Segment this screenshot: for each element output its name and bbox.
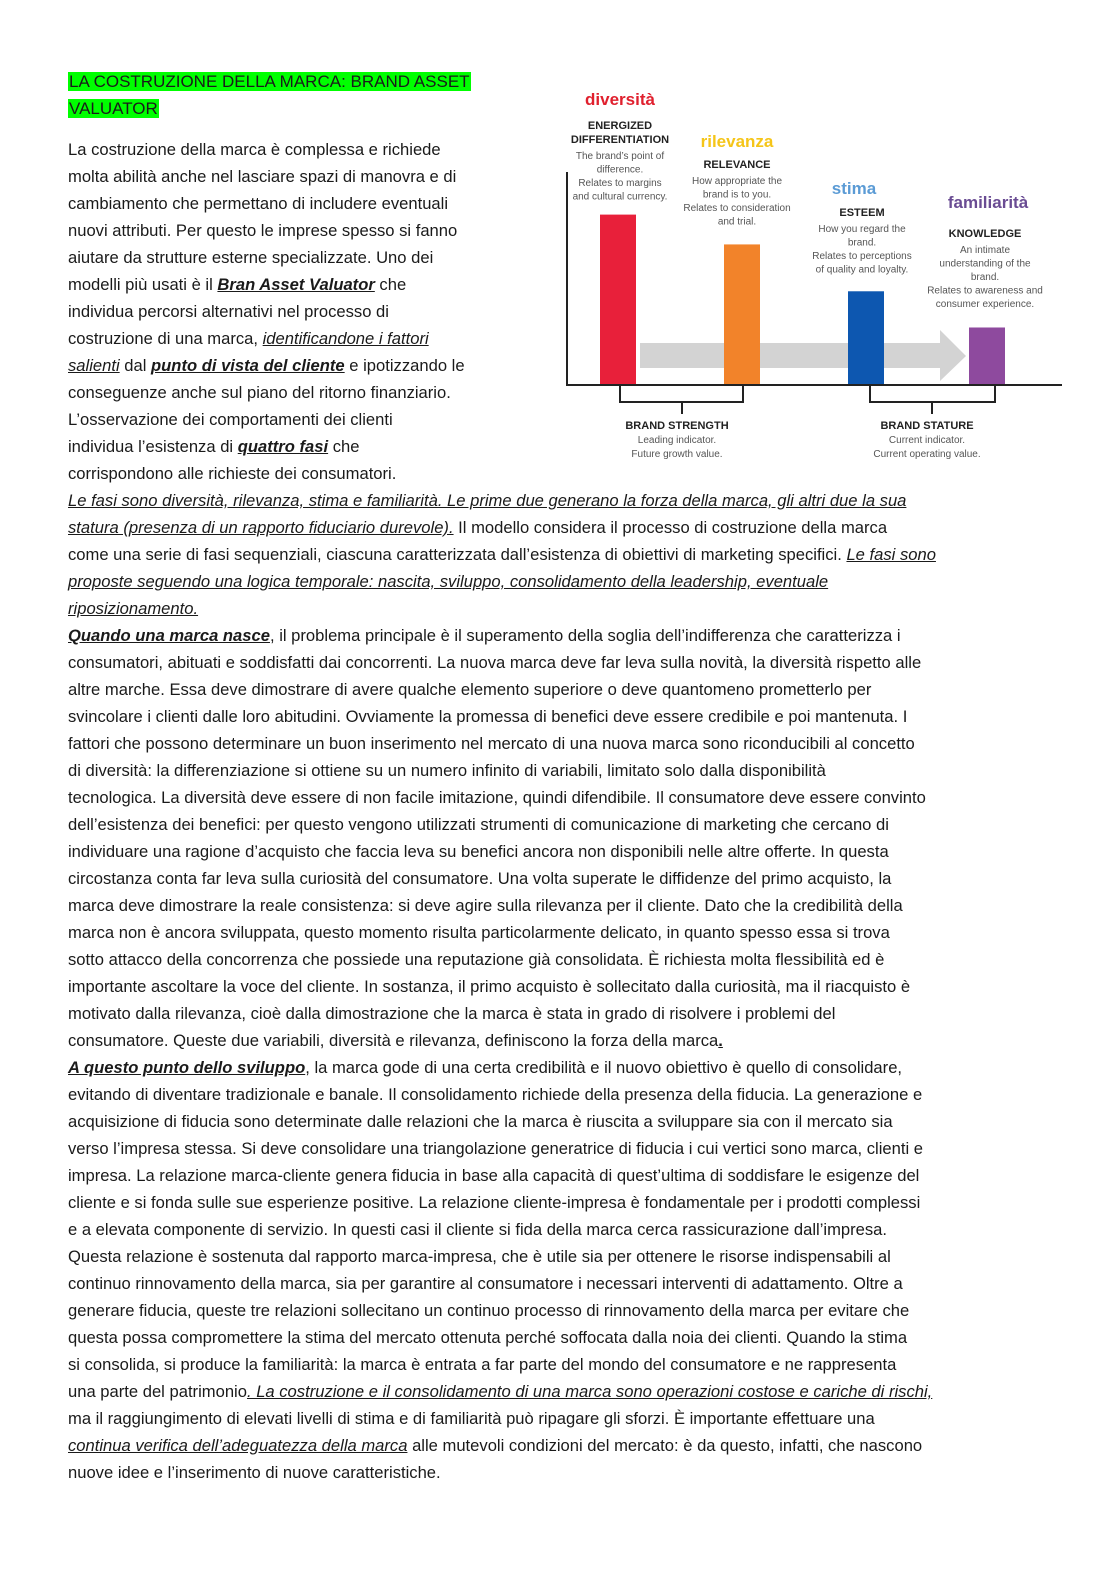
phase-description: Relates to awareness and	[927, 285, 1043, 297]
text-line	[68, 622, 901, 649]
text-run: circostanza conta far leva sulla curiosità del consumatore. Una volta superate le diffidenze del primo acquisto, la	[68, 869, 892, 888]
text-run: conseguenze anche sul piano del ritorno finanziario.	[68, 383, 451, 402]
text-run: cliente e si fonda sulle sue esperienze positive. La relazione cliente-impresa è fondamentale per i prodotti complessi	[68, 1193, 921, 1212]
phase-label-it: rilevanza	[700, 132, 774, 151]
text-line	[68, 973, 910, 1000]
emphasis-run: Le fasi sono	[846, 545, 936, 564]
text-line	[68, 676, 871, 703]
text-run: cambiamento che permettano di includere eventuali	[68, 194, 449, 213]
emphasis-run: Quando una marca nasce	[68, 626, 270, 645]
phase-heading: KNOWLEDGE	[948, 228, 1022, 240]
phase-description: difference.	[596, 164, 644, 176]
text-run: e ipotizzando le	[344, 356, 465, 375]
text-run: una parte del patrimonio	[68, 1382, 247, 1401]
group-bracket	[870, 386, 995, 402]
text-run: nuove idee e l’inserimento di nuove caratteristiche.	[68, 1463, 441, 1482]
phase-label-it: diversità	[585, 90, 655, 109]
text-run: Questa relazione è sostenuta dal rapporto marca-impresa, che è utile sia per ottenere le risorse indispensabili al	[68, 1247, 891, 1266]
text-line	[68, 838, 889, 865]
emphasis-run: continua verifica dell’adeguatezza della marca	[68, 1436, 408, 1455]
text-run: dell’esistenza dei benefici: per questo vengono utilizzati strumenti di comunicazione di marketing che cercano di	[68, 815, 889, 834]
text-run: marca deve dimostrare la reale consistenza: si deve agire sulla rilevanza per il cliente. Dato che la credibilità della	[68, 896, 903, 915]
group-description: Leading indicator.	[637, 435, 717, 446]
text-run: costruzione di una marca,	[68, 329, 263, 348]
text-line	[68, 1432, 922, 1459]
phase-label-it: stima	[831, 179, 877, 198]
text-run: generare fiducia, queste tre relazioni sollecitano un continuo processo di rinnovamento della marca per evitare che	[68, 1301, 910, 1320]
group-description: Current indicator.	[888, 435, 966, 446]
text-run: aiutare da strutture esterne specializzate. Uno dei	[68, 248, 434, 267]
text-run: nuovi attributi. Per questo le imprese spesso si fanno	[68, 221, 458, 240]
phase-description: Relates to consideration	[683, 203, 791, 214]
text-run: acquisizione di fiducia sono determinate dalle relazioni che la marca è riuscita a sviluppare sia con il mercato sia	[68, 1112, 893, 1131]
text-run: consumatore. Queste due variabili, diversità e rilevanza, definiscono la forza della marca	[68, 1031, 719, 1050]
phase-description: brand.	[970, 272, 1000, 283]
phase-description: consumer experience.	[935, 299, 1035, 310]
text-run: come una serie di fasi sequenziali, ciascuna caratterizzata dall’esistenza di obiettivi di marketing specifici.	[68, 545, 847, 564]
emphasis-run: . La costruzione e il consolidamento di una marca sono operazioni costose e cariche di rischi,	[246, 1382, 933, 1401]
text-run: e a elevata componente di servizio. In questi casi il cliente si fida della marca cerca rassicurazione dall’impresa.	[68, 1220, 888, 1239]
text-line	[68, 1459, 441, 1486]
text-line	[68, 1351, 896, 1378]
brand-asset-valuator-diagram	[0, 0, 1116, 480]
text-line	[68, 784, 926, 811]
text-line	[68, 1405, 875, 1432]
text-line	[68, 1189, 920, 1216]
phase-heading: DIFFERENTIATION	[570, 134, 670, 146]
text-line	[68, 1216, 887, 1243]
text-line	[68, 757, 826, 784]
text-line	[68, 1054, 902, 1081]
text-run: corrispondono alle richieste dei consumatori.	[68, 464, 397, 483]
phase-heading: ENERGIZED	[587, 120, 653, 132]
text-run: continuo rinnovamento della marca, sia per garantire al consumatore i necessari interventi di adattamento. Oltre a	[68, 1274, 903, 1293]
page-title: LA COSTRUZIONE DELLA MARCA: BRAND ASSET VALUATOR	[69, 72, 470, 118]
text-line	[68, 1324, 907, 1351]
text-line	[68, 1081, 922, 1108]
text-line	[68, 568, 828, 595]
text-run: di diversità: la differenziazione si ottiene su un numero infinito di variabili, limitato solo dalla disponibilità	[68, 761, 826, 780]
group-description: Future growth value.	[631, 449, 723, 460]
phase-description: An intimate	[959, 245, 1011, 256]
text-line	[68, 1162, 919, 1189]
emphasis-run: Bran Asset Valuator	[217, 275, 375, 294]
bar-2	[848, 291, 884, 385]
text-run: , la marca gode di una certa credibilità e il nuovo obiettivo è quello di consolidare,	[305, 1058, 903, 1077]
emphasis-run: quattro fasi	[237, 437, 329, 456]
text-run: motivato dalla rilevanza, cioè dalla dimostrazione che la marca è stata in grado di risolvere i problemi del	[68, 1004, 836, 1023]
text-line	[68, 649, 921, 676]
text-line	[68, 946, 884, 973]
group-title: BRAND STATURE	[880, 420, 974, 432]
text-run: importante ascoltare la voce del cliente. In sostanza, il primo acquisto è sollecitato dalla curiosità, ma il riacquisto è	[68, 977, 911, 996]
emphasis-run: .	[718, 1031, 723, 1050]
emphasis-run: A questo punto dello sviluppo	[68, 1058, 306, 1077]
bar-1	[724, 244, 760, 385]
text-run: ma il raggiungimento di elevati livelli di stima e di familiarità può ripagare gli sforzi. È importante effettuare una	[68, 1409, 875, 1428]
emphasis-run: identificandone i fattori	[262, 329, 429, 348]
text-line	[68, 1243, 891, 1270]
text-run: L’osservazione dei comportamenti dei clienti	[68, 410, 393, 429]
text-run: tecnologica. La diversità deve essere di non facile imitazione, quindi difendibile. Il consumatore deve essere convinto	[68, 788, 926, 807]
phase-description: brand is to you.	[702, 189, 772, 201]
text-run: molta abilità anche nel lasciare spazi di manovra e di	[68, 167, 457, 186]
text-line	[68, 1297, 909, 1324]
phase-description: and trial.	[717, 216, 757, 228]
group-title: BRAND STRENGTH	[625, 420, 729, 432]
text-run: impresa. La relazione marca-cliente genera fiducia in base alla capacità di quest’ultima di soddisfare le esigenze del	[68, 1166, 920, 1185]
phase-heading: ESTEEM	[839, 207, 885, 219]
phase-description: brand.	[847, 237, 877, 249]
text-run: verso l’impresa stessa. Si deve consolidare una triangolazione generatrice di fiducia i cui vertici sono marca, clienti e	[68, 1139, 923, 1158]
phase-description: The brand’s point of	[575, 151, 665, 162]
phase-description: How appropriate the	[691, 176, 783, 187]
emphasis-run: statura (presenza di un rapporto fiduciario durevole).	[68, 518, 454, 537]
emphasis-run: punto di vista del cliente	[151, 356, 345, 375]
text-line	[68, 541, 936, 568]
emphasis-run: proposte seguendo una logica temporale: nascita, sviluppo, consolidamento della leadership, eventuale	[68, 572, 829, 591]
text-line	[68, 595, 198, 622]
text-run: questa possa compromettere la stima del mercato ottenuta perché soffocata dalla noia dei clienti. Quando la stima	[68, 1328, 908, 1347]
emphasis-run: salienti	[68, 356, 120, 375]
text-line	[68, 811, 889, 838]
text-run: dal	[119, 356, 152, 375]
text-line	[68, 1108, 893, 1135]
phase-description: Relates to margins	[578, 178, 662, 189]
text-line	[68, 1378, 932, 1405]
emphasis-run: riposizionamento.	[68, 599, 199, 618]
text-line	[68, 703, 907, 730]
text-line	[68, 919, 890, 946]
bar-3	[969, 327, 1005, 385]
phase-heading: RELEVANCE	[703, 159, 771, 171]
text-line	[68, 487, 906, 514]
text-run: evitando di diventare tradizionale e banale. Il consolidamento richiede della presenza della fiducia. La generazione e	[68, 1085, 923, 1104]
phase-label-it: familiarità	[947, 193, 1029, 212]
text-line	[68, 1135, 923, 1162]
phase-description: understanding of the	[939, 258, 1031, 270]
text-line	[68, 865, 891, 892]
text-line	[68, 1027, 723, 1054]
group-description: Current operating value.	[873, 449, 981, 460]
text-run: , il problema principale è il superamento della soglia dell’indifferenza che caratterizza i	[269, 626, 901, 645]
text-run: consumatori, abituati e soddisfatti dai concorrenti. La nuova marca deve far leva sulla novità, la diversità rispetto alle	[68, 653, 922, 672]
text-run: modelli più usati è il	[68, 275, 218, 294]
text-run: si consolida, si produce la familiarità: la marca è entrata a far parte del mondo del consumatore e ne rappresenta	[68, 1355, 897, 1374]
emphasis-run: Le fasi sono diversità, rilevanza, stima e familiarità. Le prime due generano la forza della marca, gli altri due la sua	[68, 491, 907, 510]
phase-description: Relates to perceptions	[812, 251, 912, 262]
text-run: individua percorsi alternativi nel processo di	[68, 302, 389, 321]
text-run: fattori che possono determinare un buon inserimento nel mercato di una nuova marca sono riconducibili al concetto	[68, 734, 915, 753]
phase-description: and cultural currency.	[572, 191, 668, 203]
phase-description: How you regard the	[818, 224, 906, 235]
text-run: che	[374, 275, 407, 294]
text-run: che	[328, 437, 360, 456]
text-line	[68, 1270, 903, 1297]
text-run: altre marche. Essa deve dimostrare di avere qualche elemento superiore o deve quantomeno prometterlo per	[68, 680, 872, 699]
text-line	[68, 730, 915, 757]
text-line	[68, 892, 903, 919]
text-run: svincolare i clienti dalle loro abitudini. Ovviamente la promessa di benefici deve essere credibile e poi mantenuta. I	[68, 707, 908, 726]
text-run: Il modello considera il processo di costruzione della marca	[453, 518, 888, 537]
text-line	[68, 1000, 835, 1027]
progress-arrow	[640, 330, 966, 381]
group-bracket	[620, 386, 743, 402]
text-run: alle mutevoli condizioni del mercato: è da questo, infatti, che nascono	[407, 1436, 923, 1455]
text-run: individua l’esistenza di	[68, 437, 238, 456]
text-run: marca non è ancora sviluppata, questo momento risulta particolarmente delicato, in quanto spesso essa si trova	[68, 923, 890, 942]
text-line	[68, 514, 887, 541]
bar-0	[600, 215, 636, 385]
text-run: La costruzione della marca è complessa e richiede	[68, 140, 441, 159]
text-run: individuare una ragione d’acquisto che faccia leva su benefici ancora non disponibili nelle altre offerte. In questa	[68, 842, 889, 861]
text-run: sotto attacco della concorrenza che possiede una reputazione già consolidata. È richiesta molta flessibilità ed è	[68, 950, 885, 969]
phase-description: of quality and loyalty.	[815, 264, 909, 276]
